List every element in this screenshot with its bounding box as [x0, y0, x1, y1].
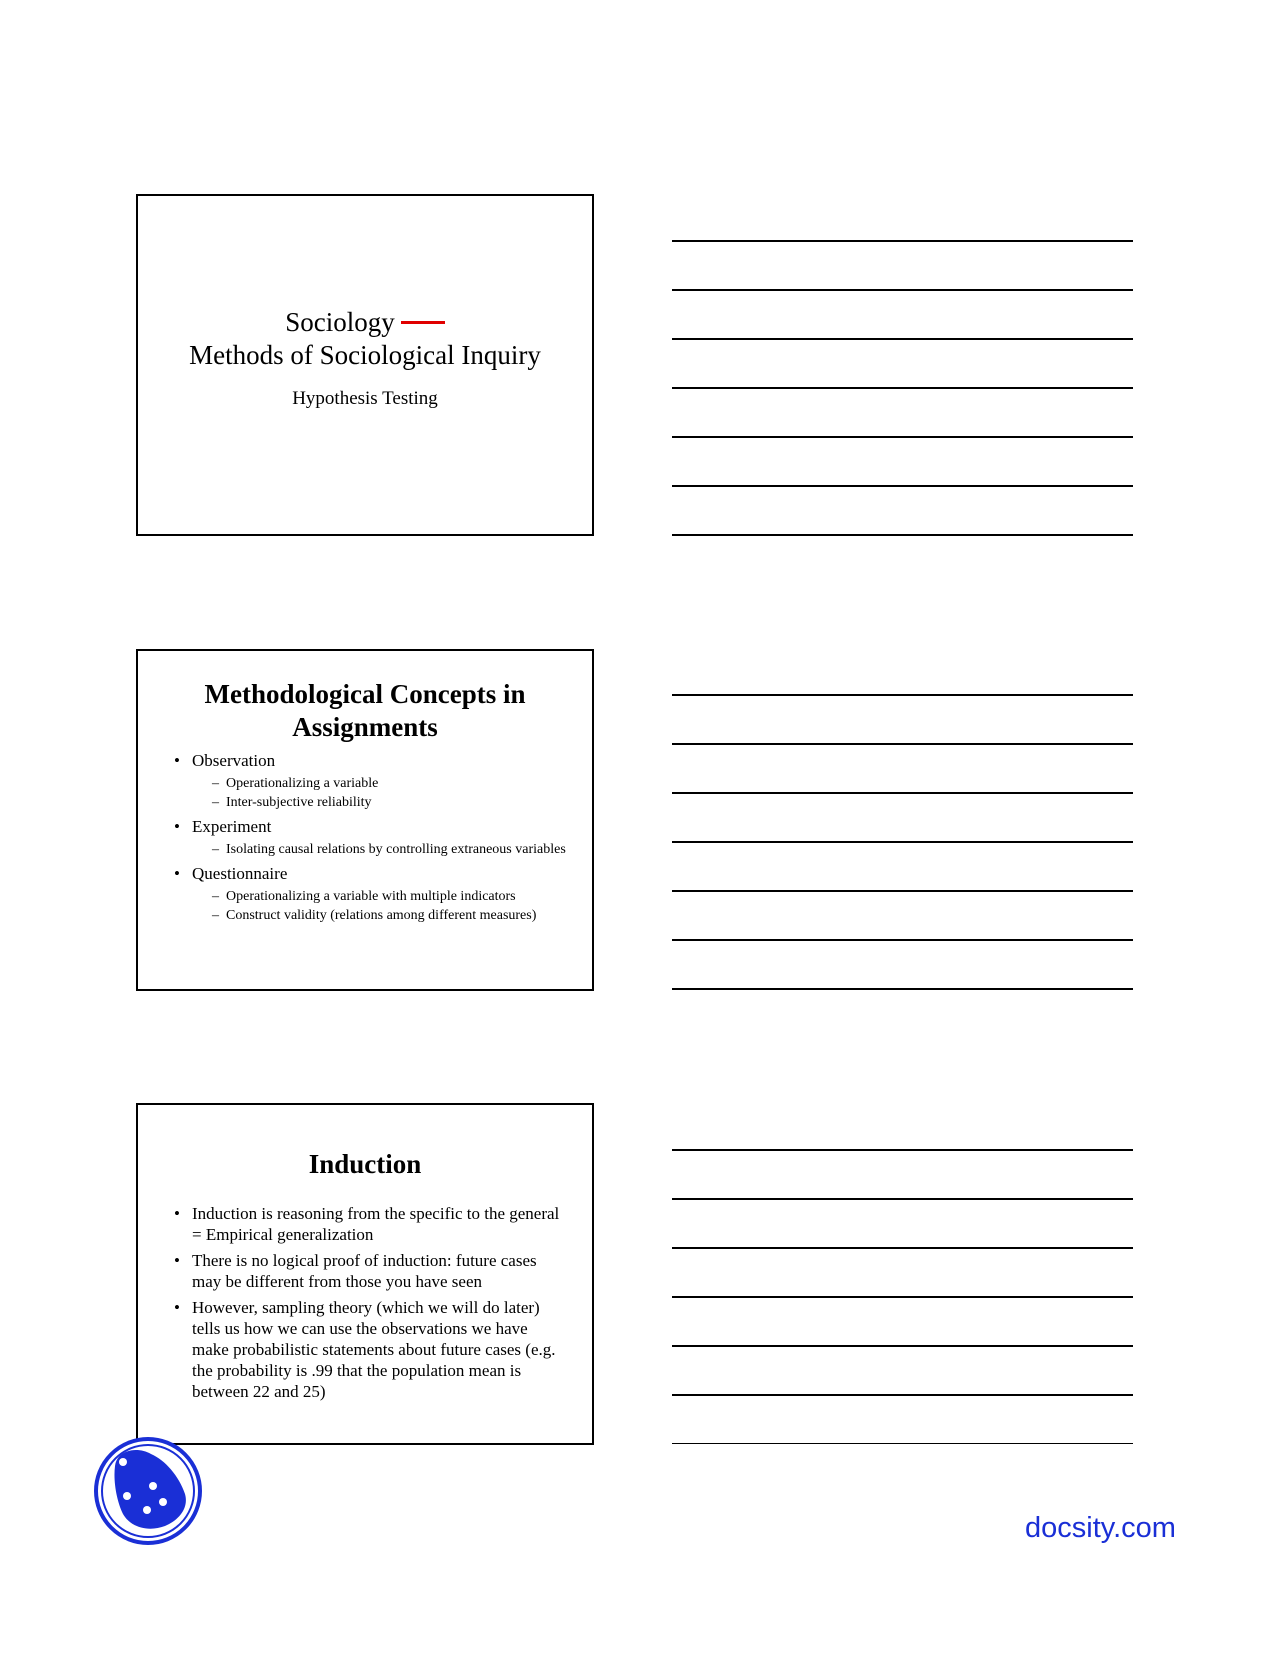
bullet-item: • However, sampling theory (which we will do later) tells us how we can use the observations we have make probabilistic statements about future cases (e.g. the probability is .99 that the population mean is between 22 and 25) — [174, 1297, 592, 1402]
note-line — [672, 534, 1133, 536]
slide-1 — [136, 194, 594, 536]
note-line — [672, 485, 1133, 487]
note-line — [672, 240, 1133, 242]
sub-bullet-list — [192, 887, 592, 925]
sub-bullet-item: – Operationalizing a variable with multiple indicators — [212, 887, 592, 906]
note-line — [672, 1247, 1133, 1249]
docsity-logo-icon[interactable] — [93, 1436, 203, 1546]
note-line — [672, 841, 1133, 843]
note-line — [672, 436, 1133, 438]
sub-bullet-item: – Operationalizing a variable — [212, 774, 592, 793]
sub-bullet-list — [192, 840, 592, 859]
bullet-item: • There is no logical proof of induction: future cases may be different from those you have seen — [174, 1250, 592, 1292]
bullet-list — [138, 1203, 592, 1402]
note-line — [672, 988, 1133, 990]
bullet-item: • Induction is reasoning from the specific to the general = Empirical generalization — [174, 1203, 592, 1245]
note-line — [672, 1198, 1133, 1200]
title-block — [138, 306, 592, 410]
red-dash-icon — [401, 321, 445, 324]
slide-title: Induction — [308, 1149, 422, 1179]
bullet-list — [138, 750, 592, 925]
slide-title-line2: Methods of Sociological Inquiry — [189, 340, 541, 370]
sub-bullet-item: – Construct validity (relations among different measures) — [212, 906, 592, 925]
bullet-item: • Questionnaire – Operationalizing a variable with multiple indicators – Construct validity (relations among different measures) — [174, 863, 592, 925]
slide-subtitle: Hypothesis Testing — [292, 388, 438, 409]
note-line — [672, 694, 1133, 696]
note-line — [672, 1345, 1133, 1347]
docsity-brand-link[interactable]: docsity.com — [1025, 1512, 1176, 1544]
note-line — [672, 1296, 1133, 1298]
bullet-item: • Experiment – Isolating causal relations by controlling extraneous variables — [174, 816, 592, 859]
note-line — [672, 743, 1133, 745]
bullet-item: • Observation – Operationalizing a variable – Inter-subjective reliability — [174, 750, 592, 812]
note-line — [672, 939, 1133, 941]
note-line — [672, 1149, 1133, 1151]
sub-bullet-item: – Isolating causal relations by controlling extraneous variables — [212, 840, 592, 859]
note-line — [672, 890, 1133, 892]
note-line — [672, 1394, 1133, 1396]
note-line — [672, 1443, 1133, 1444]
note-line — [672, 338, 1133, 340]
slide-2 — [136, 649, 594, 991]
note-line — [672, 387, 1133, 389]
note-line — [672, 792, 1133, 794]
slide-title: Methodological Concepts in Assignments — [204, 679, 526, 742]
sub-bullet-list — [192, 774, 592, 812]
note-line — [672, 289, 1133, 291]
slide-title-line1: Sociology — [138, 306, 592, 339]
slide-3 — [136, 1103, 594, 1445]
sub-bullet-item: – Inter-subjective reliability — [212, 793, 592, 812]
